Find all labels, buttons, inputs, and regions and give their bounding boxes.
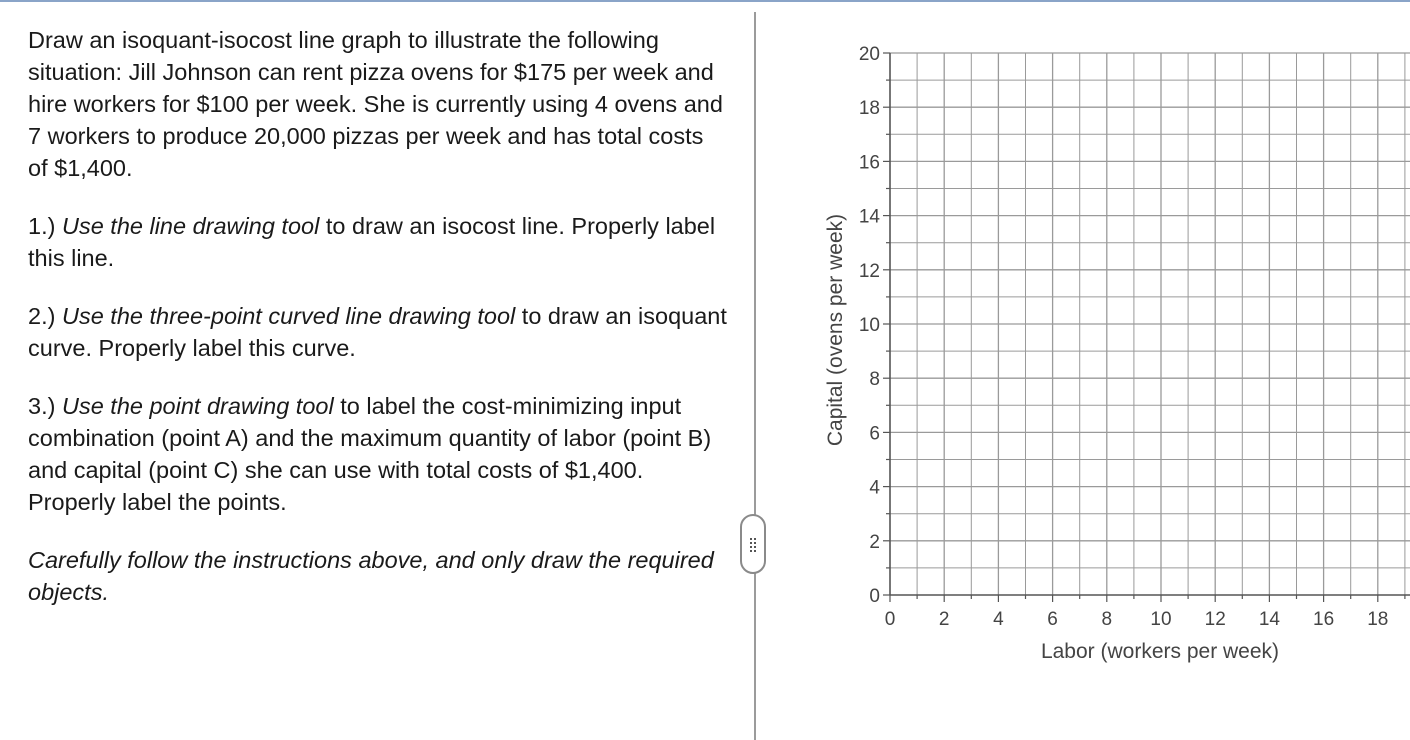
step-2-text: to draw an isoquant curve. Properly label this curve. — [28, 303, 727, 361]
x-tick-label: 6 — [1047, 609, 1058, 630]
step-3-number: 3.) — [28, 393, 62, 419]
graph-panel[interactable] — [790, 40, 1410, 680]
instruction-note — [28, 544, 728, 608]
x-tick-label: 8 — [1101, 609, 1113, 630]
step-1-number: 1.) — [28, 213, 62, 239]
pane-divider — [754, 12, 756, 740]
x-tick-label: 12 — [1204, 609, 1226, 630]
grid — [890, 53, 1410, 595]
step-1-tool: Use the line drawing tool — [61, 213, 320, 239]
axes — [883, 53, 1410, 602]
y-tick-label: 20 — [858, 44, 880, 65]
question-intro: Draw an isoquant-isocost line graph to illustrate the following situation: Jill Johnson can rent pizza ovens for $175 per week and hire workers for $100 per week. She is currently using 4 ovens and 7 workers to produce 20,000 pizzas per week and has total costs of $1,400. — [28, 27, 723, 181]
x-tick-label: 4 — [993, 609, 1004, 630]
y-tick-label: 2 — [869, 531, 880, 553]
x-tick-label: 14 — [1258, 609, 1280, 630]
y-axis-label: Capital (ovens per week) — [824, 213, 847, 447]
y-tick-label: 18 — [858, 98, 880, 120]
x-tick-label: 0 — [884, 609, 896, 630]
x-tick-label: 18 — [1367, 609, 1389, 630]
x-axis-label: Labor (workers per week) — [1040, 640, 1280, 663]
y-tick-label: 8 — [869, 369, 880, 391]
note-text: Carefully follow the instructions above, and only draw the required objects. — [28, 547, 714, 605]
step-1-text: to draw an isocost line. Properly label this line. — [28, 213, 716, 271]
instruction-step-1 — [28, 210, 728, 274]
step-2-tool: Use the three-point curved line drawing tool — [61, 303, 516, 329]
y-tick-label: 10 — [858, 315, 880, 336]
isoquant-isocost-graph[interactable] — [790, 40, 1410, 680]
instruction-step-2 — [28, 300, 728, 364]
y-tick-label: 16 — [858, 152, 880, 174]
step-3-tool: Use the point drawing tool — [61, 393, 334, 419]
y-tick-label: 12 — [858, 260, 880, 282]
instruction-step-3 — [28, 390, 728, 518]
y-tick-label: 0 — [869, 586, 880, 607]
pane-resize-handle[interactable] — [740, 514, 766, 574]
grip-icon — [750, 538, 756, 552]
x-tick-label: 16 — [1313, 609, 1335, 630]
y-tick-label: 6 — [869, 423, 880, 445]
y-tick-label: 4 — [869, 477, 880, 499]
step-2-number: 2.) — [28, 303, 62, 329]
x-tick-label: 10 — [1150, 609, 1172, 630]
y-tick-label: 14 — [858, 206, 880, 228]
window-top-border — [0, 0, 1410, 2]
step-3-text: to label the cost-minimizing input combination (point A) and the maximum quantity of labor (point B) and capital (point C) she can use with total costs of $1,400. Properly label the points. — [28, 393, 712, 515]
tick-labels — [859, 44, 1389, 630]
question-pane — [28, 24, 728, 634]
x-tick-label: 2 — [938, 609, 950, 630]
